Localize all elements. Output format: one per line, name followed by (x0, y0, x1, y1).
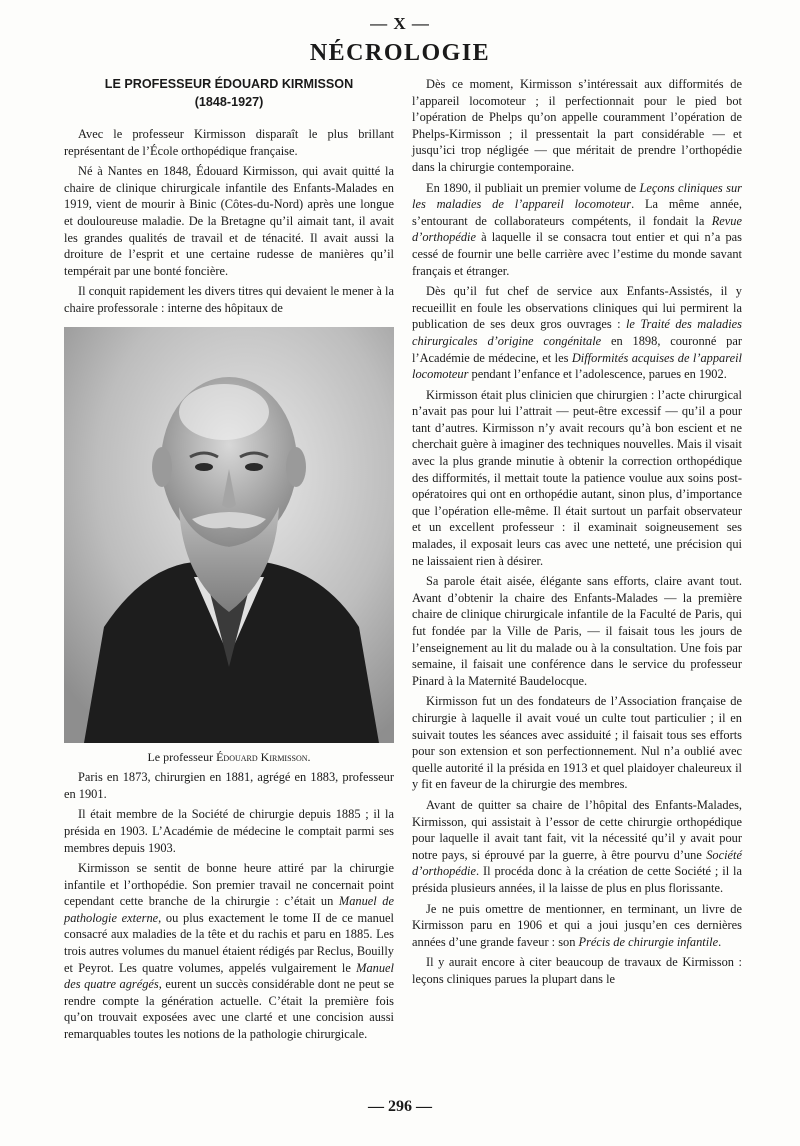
paragraph: Né à Nantes en 1848, Édouard Kirmisson, qui avait quitté la chaire de clinique chirurgicale infantile des Enfants-Malades en 1919, vient de mourir à Binic (Côtes-du-Nord) après une longue et douloureuse maladie. De la Bretagne qu’il aimait tant, il avait les grandes qualités de travail et de ténacité. Il avait aussi la droiture de l’esprit et une certaine rudesse de manières qu’il tempérait par une bonté foncière. (64, 164, 394, 278)
paragraph: Paris en 1873, chirurgien en 1881, agrégé en 1883, professeur en 1901. (64, 770, 394, 801)
text-run: Kirmisson se sentit de bonne heure attiré par la chirurgie infantile et l’orthopédie. Son premier travail ne concernait point cependant cette branche de la chirurgie : c’était un (64, 861, 394, 909)
figure-caption (64, 749, 394, 766)
paragraph: Sa parole était aisée, élégante sans efforts, claire avant tout. Avant d’obtenir la chaire des Enfants-Malades — la première chaire de clinique chirurgicale infantile de la Faculté de Paris, qui fut fondée par la Ville de Paris, — il faisait tous les jours de l’enseignement au lit du malade ou à la consultation. Une fois par semaine, il faisait une conférence dans le service du professeur Pinard à la Maternité Baudelocque. (412, 574, 742, 688)
book-title: Leçons cliniques sur les maladies de l’appareil locomoteur (412, 180, 742, 212)
paragraph: Dès ce moment, Kirmisson s’intéressait aux difformités de l’appareil locomoteur ; il perfectionnait pour le pied bot l’opération de Phelps qu’on appelle couramment l’opération de Phelps-Kirmisson ; il pressentait la part considérable — et jusqu’ici trop négligée — que méritait de prendre l’orthopédie dans la chirurgie contemporaine. (412, 77, 742, 174)
paragraph: Il y aurait encore à citer beaucoup de travaux de Kirmisson : leçons cliniques parues la plupart dans le (412, 955, 742, 986)
text-run: , eurent un succès considérable dont ne peut se rendre compte la génération actuelle. C’était la première fois qu’on trouvait exposées avec une clarté et une concision aussi remarquables toutes les notions de la pathologie chirurgicale. (64, 977, 394, 1042)
paragraph (412, 797, 742, 897)
article-title: LE PROFESSEUR ÉDOUARD KIRMISSON (104, 77, 354, 91)
text-run: . La même année, s’entourant de collaborateurs compétents, il fondait la (412, 197, 742, 228)
text-run: à laquelle il se consacra tout entier et qui n’a pas cessé de fournir une belle carrière avec l’estime du monde savant français et étranger. (412, 230, 742, 278)
text-run: . Il procéda donc à la création de cette Société ; il la présida plusieurs années, il la laisse de plus en plus florissante. (412, 864, 742, 895)
text-run: En 1890, il publiait un premier volume de (426, 180, 640, 195)
book-title: Précis de chirurgie infantile (578, 934, 719, 949)
caption-name: Édouard Kirmisson. (216, 749, 311, 764)
book-title: le Traité des maladies chirurgicales d’origine congénitale (412, 317, 742, 348)
page-marker: — X — (370, 14, 430, 33)
paragraph: Kirmisson fut un des fondateurs de l’Association française de chirurgie à laquelle il avait voué un culte tout particulier ; il en suivait toutes les séances avec assiduité ; il faisait tous ses efforts pour son extension et son perfectionnement. Nul n’a oublié avec quelle autorité il la présida en 1913 et quel plaidoyer chaleureux il y fit en faveur de la chirurgie des membres. (412, 694, 742, 792)
text-run: en 1898, couronné par l’Académie de médecine, et les (412, 333, 742, 365)
portrait-illustration (64, 327, 394, 743)
paragraph (412, 283, 742, 383)
journal-title: Revue d’orthopédie (412, 213, 742, 245)
paragraph (64, 860, 394, 1043)
text-run: . (718, 934, 722, 949)
section-title: NÉCROLOGIE (309, 40, 491, 66)
paragraph: Kirmisson était plus clinicien que chirurgien : l’acte chirurgical n’avait pas pour lui l’attrait — peut-être excessif — qu’il a pour tant d’autres. Kirmisson n’y avait recours qu’à bon escient et ne cherchait guère à imaginer des techniques nouvelles. Mais il visait avec la plus grande minutie à obtenir la correction orthopédique des difformités, il mettait toute la patience voulue aux soins post-opératoires qui ont en orthopédie autant, sinon plus, d’importance que l’opération elle-même. Il était surtout un parfait observateur et un excellent professeur : il examinait soigneusement ses malades, il exposait leurs cas avec une netteté, une précision qui ne laissaient rien à désirer. (412, 387, 742, 568)
right-column (412, 76, 742, 991)
article-dates: (1848-1927) (194, 95, 264, 109)
page-number: — 296 — (368, 1098, 432, 1115)
paragraph: Avec le professeur Kirmisson disparaît le plus brillant représentant de l’École orthopédique française. (64, 127, 394, 158)
book-title: Manuel de pathologie externe (64, 894, 394, 925)
paragraph (412, 901, 742, 951)
left-column (64, 76, 394, 1047)
paragraph: Il était membre de la Société de chirurgie depuis 1885 ; il la présida en 1903. L’Académie de médecine le comptait parmi ses membres depuis 1903. (64, 807, 394, 855)
book-title: Difformités acquises de l’appareil locomoteur (412, 350, 742, 382)
text-run: Je ne puis omettre de mentionner, en terminant, un livre de Kirmisson paru en 1906 et qui a joui jusqu’en ces dernières années d’une grande faveur : son (412, 901, 742, 949)
caption-prefix: Le professeur (147, 749, 217, 764)
text-run: pendant l’enfance et l’adolescence, parues en 1902. (468, 367, 727, 382)
book-title: Manuel des quatre agrégés (64, 960, 394, 992)
paragraph: Il conquit rapidement les divers titres qui devaient le mener à la chaire professorale : interne des hôpitaux de (64, 284, 394, 315)
society-name: Société d’orthopédie (412, 847, 742, 879)
text-run: Avant de quitter sa chaire de l’hôpital des Enfants-Malades, Kirmisson, qui assistait à l’essor de cette chirurgie orthopédique pour laquelle il avait tant fait, vit la nécessité qu’il y avait pour notre pays, si éprouvé par la guerre, à être pourvu d’une (412, 797, 742, 862)
text-run: Dès qu’il fut chef de service aux Enfants-Assistés, il y recueillit en foule les observations cliniques qui lui permirent la publication de ses deux gros ouvrages : (412, 284, 742, 332)
text-run: , ou plus exactement le tome II de ce manuel consacré aux maladies de la tête et du rachis et paru en 1885. Les trois autres volumes du manuel étaient rédigés par Reclus, Bouilly et Peyrot. Les quatre volumes, appelés vulgairement le (64, 910, 394, 975)
portrait-photo (64, 327, 394, 743)
paragraph (412, 180, 742, 280)
